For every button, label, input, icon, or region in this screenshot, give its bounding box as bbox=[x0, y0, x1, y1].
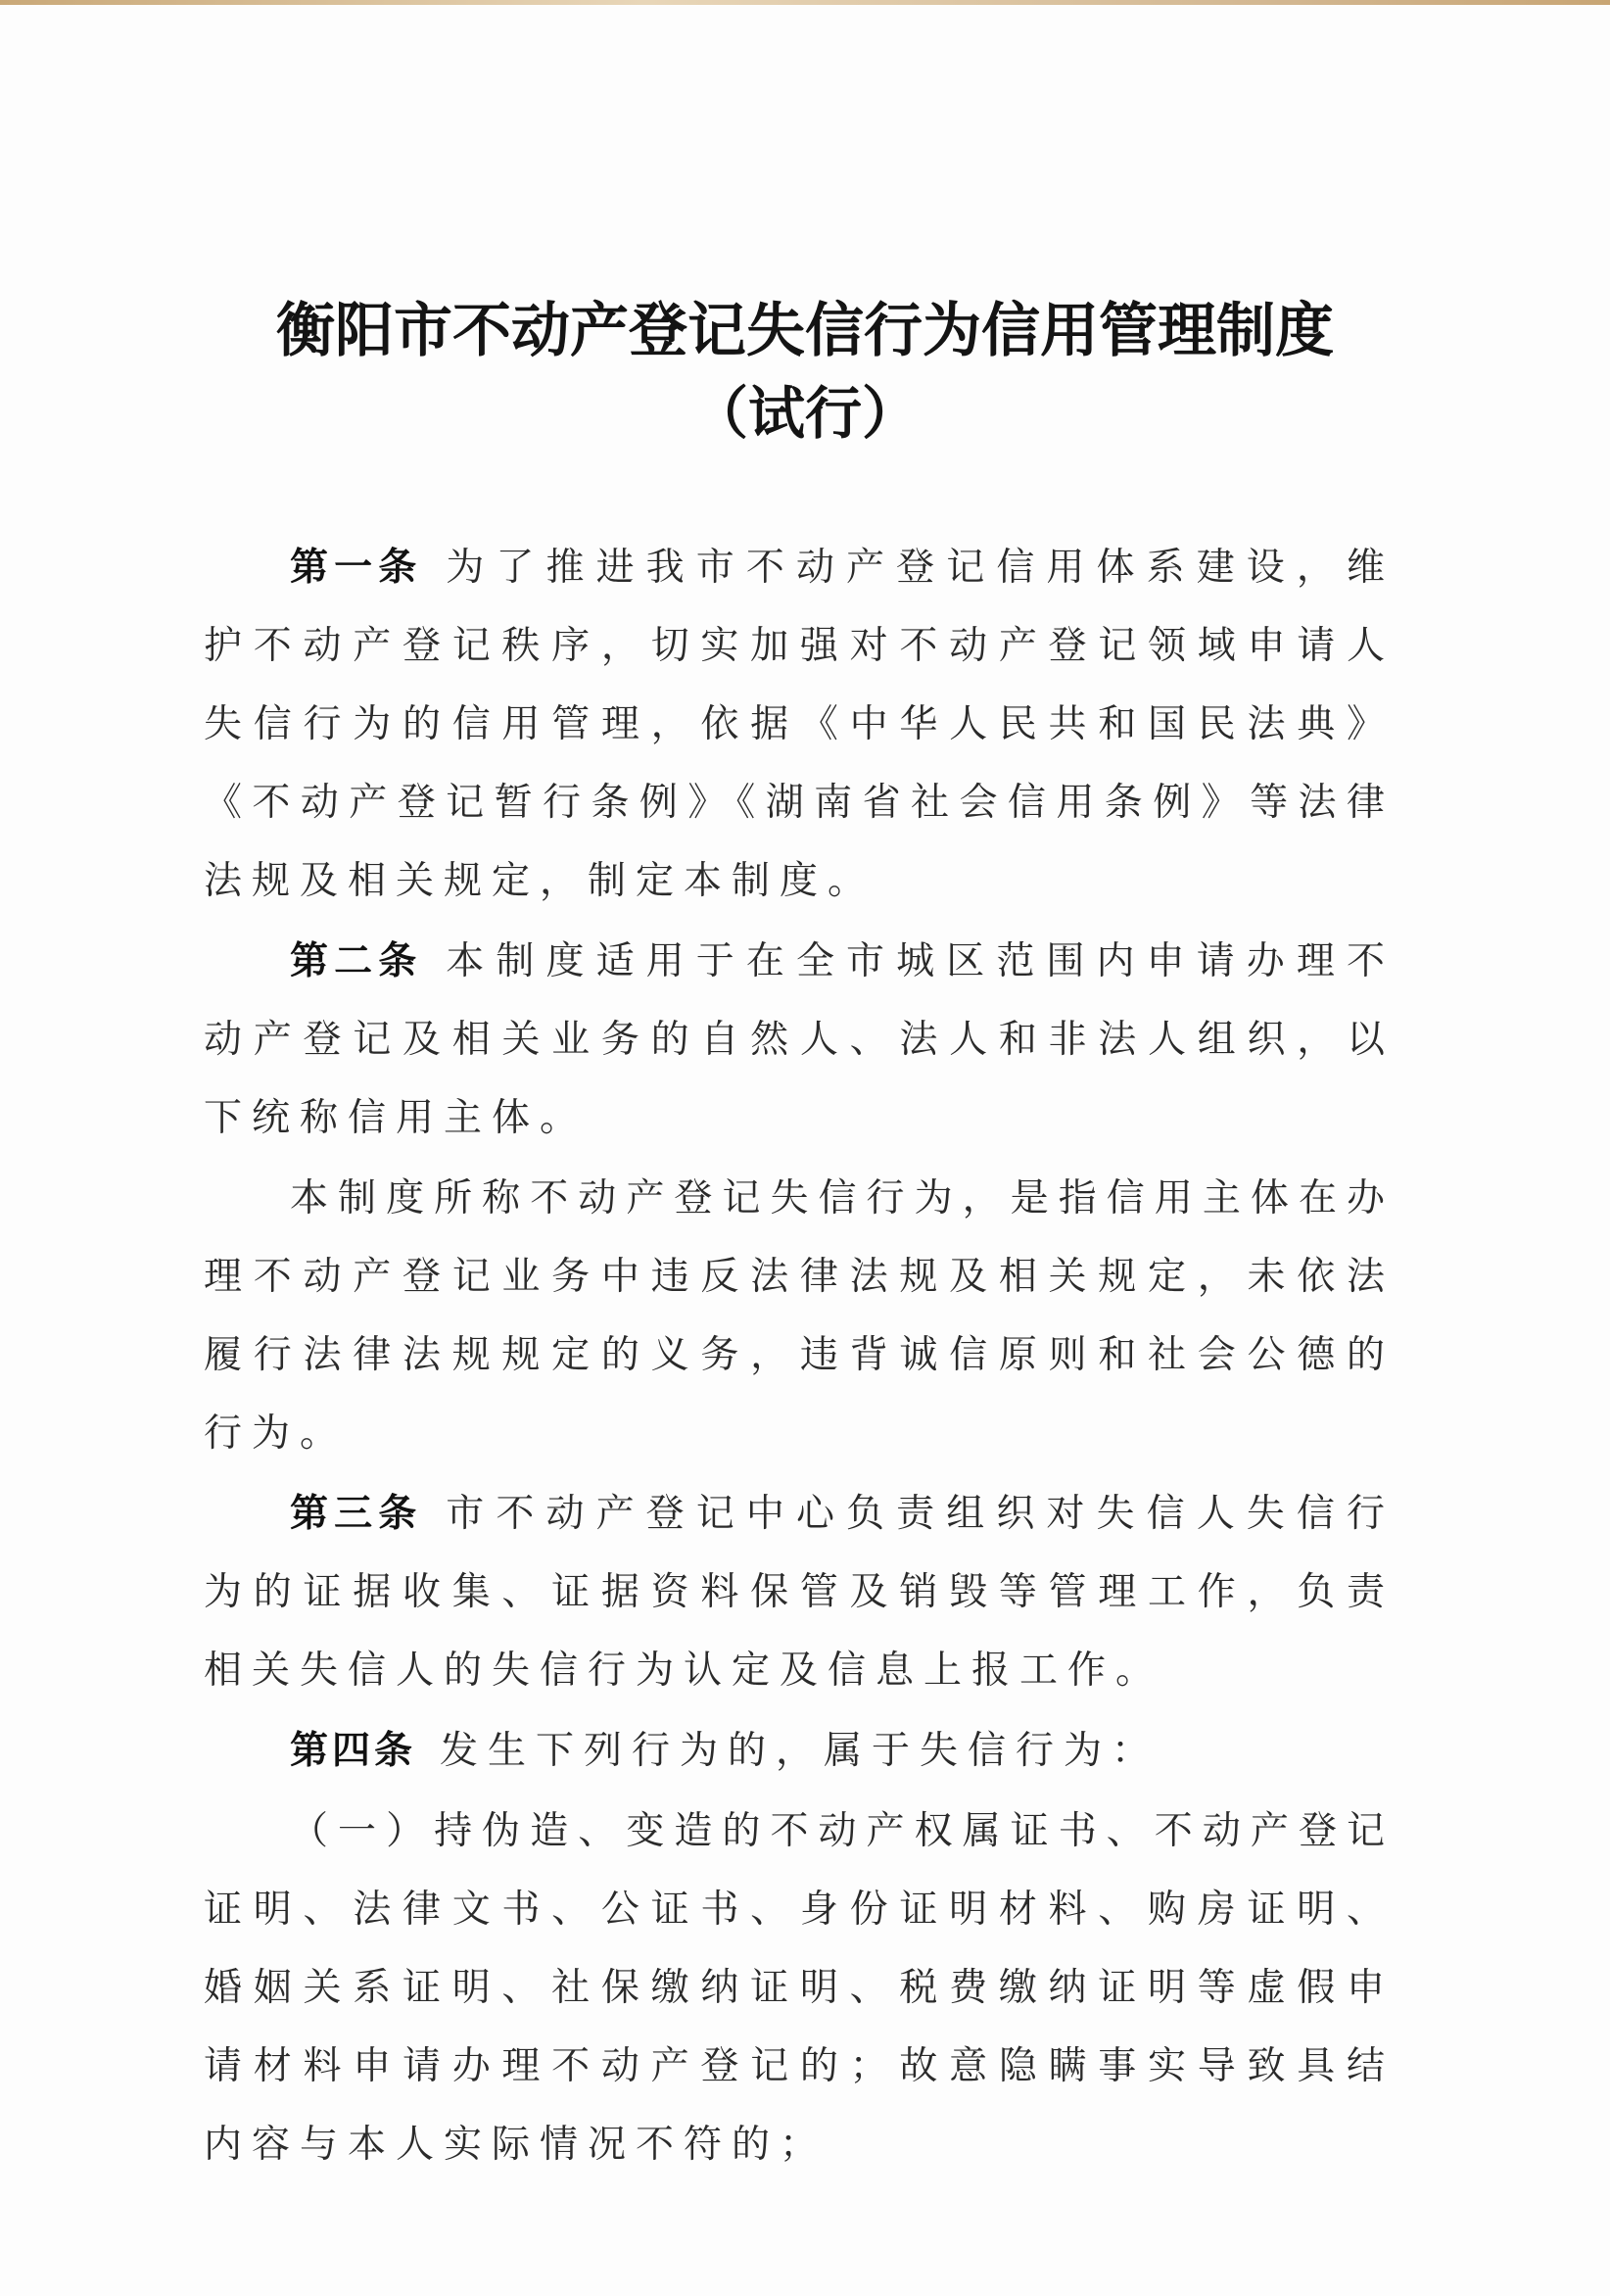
document-subtitle: （试行） bbox=[690, 380, 919, 447]
article-text: 为了推进我市不动产登记信用体系建设，维护不动产登记秩序，切实加强对不动产登记领域申请人失信行为的信用管理，依据《中华人民共和国民法典》《不动产登记暂行条例》《湖南省社会信用条例》等法律法规及相关规定，制定本制度。 bbox=[204, 546, 1395, 903]
article-4-item-1 bbox=[204, 1793, 1395, 2184]
scan-edge bbox=[0, 0, 1610, 5]
article-text: 发生下列行为的，属于失信行为： bbox=[440, 1729, 1160, 1773]
article-label: 第一条 bbox=[290, 546, 423, 590]
article-2 bbox=[204, 923, 1395, 1158]
article-1 bbox=[204, 529, 1395, 921]
article-4 bbox=[204, 1712, 1395, 1791]
item-text: （一）持伪造、变造的不动产权属证书、不动产登记证明、法律文书、公证书、身份证明材料、购房证明、婚姻关系证明、社保缴纳证明、税费缴纳证明等虚假申请材料申请办理不动产登记的；故意隐瞒事实导致具结内容与本人实际情况不符的； bbox=[204, 1809, 1395, 2167]
document-title: 衡阳市不动产登记失信行为信用管理制度 bbox=[276, 297, 1334, 365]
article-label: 第三条 bbox=[290, 1492, 423, 1536]
article-label: 第二条 bbox=[290, 939, 423, 983]
article-text: 市不动产登记中心负责组织对失信人失信行为的证据收集、证据资料保管及销毁等管理工作，负责相关失信人的失信行为认定及信息上报工作。 bbox=[204, 1492, 1395, 1693]
document-body bbox=[204, 529, 1395, 2186]
paragraph-text: 本制度所称不动产登记失信行为，是指信用主体在办理不动产登记业务中违反法律法规及相关规定，未依法履行法律法规规定的义务，违背诚信原则和社会公德的行为。 bbox=[204, 1176, 1395, 1456]
article-3 bbox=[204, 1475, 1395, 1710]
article-text: 本制度适用于在全市城区范围内申请办理不动产登记及相关业务的自然人、法人和非法人组织，以下统称信用主体。 bbox=[204, 939, 1395, 1140]
article-label: 第四条 bbox=[290, 1729, 417, 1773]
article-2-paragraph bbox=[204, 1160, 1395, 1473]
